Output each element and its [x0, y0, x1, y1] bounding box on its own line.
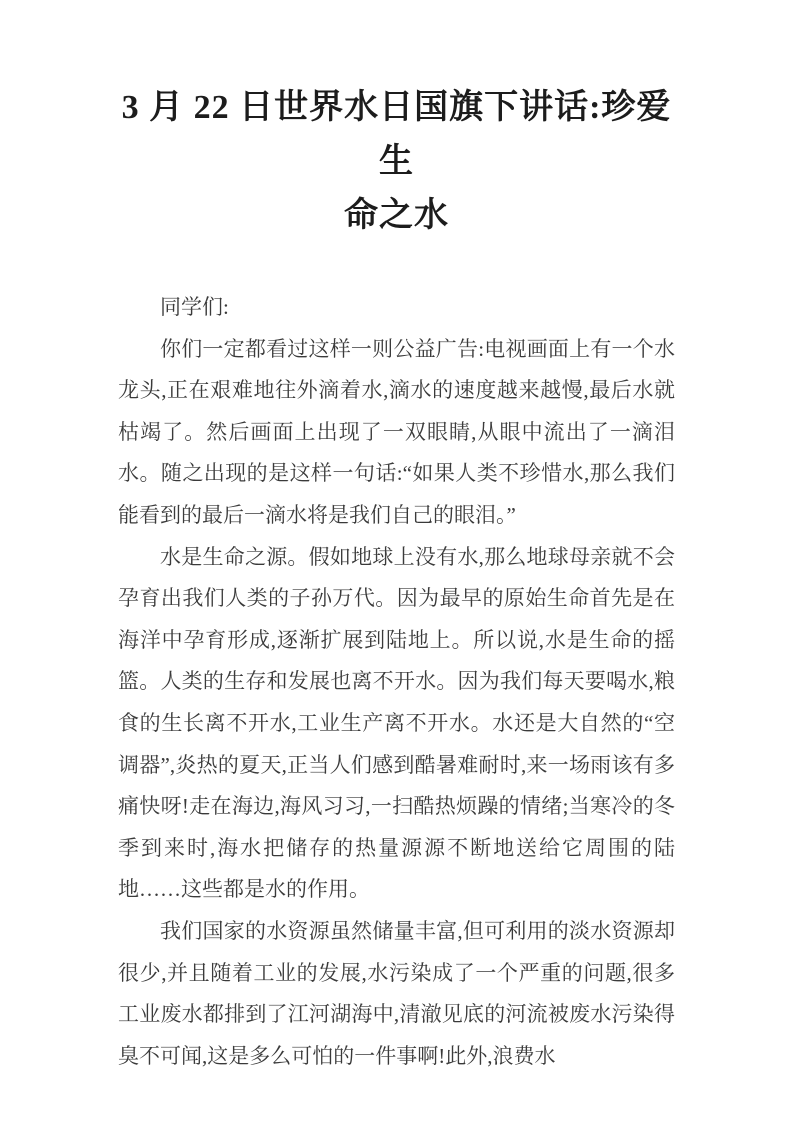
document-title-line-2: 命之水	[344, 197, 449, 234]
document-title	[118, 81, 675, 243]
document-body	[118, 287, 675, 1077]
body-paragraph: 水是生命之源。假如地球上没有水,那么地球母亲就不会孕育出我们人类的子孙万代。因为最早的原始生命首先是在海洋中孕育形成,逐渐扩展到陆地上。所以说,水是生命的摇篮。人类的生存和发展也离不开水。因为我们每天要喝水,粮食的生长离不开水,工业生产离不开水。水还是大自然的“空调器”,炎热的夏天,正当人们感到酷暑难耐时,来一场雨该有多痛快呀!走在海边,海风习习,一扫酷热烦躁的情绪;当寒冷的冬季到来时,海水把储存的热量源源不断地送给它周围的陆地……这些都是水的作用。	[118, 544, 675, 902]
body-paragraph: 我们国家的水资源虽然储量丰富,但可利用的淡水资源却很少,并且随着工业的发展,水污染成了一个严重的问题,很多工业废水都排到了江河湖海中,清澈见底的河流被废水污染得臭不可闻,这是多么可怕的一件事啊!此外,浪费水	[118, 918, 675, 1068]
body-paragraph: 你们一定都看过这样一则公益广告:电视画面上有一个水龙头,正在艰难地往外滴着水,滴水的速度越来越慢,最后水就枯竭了。然后画面上出现了一双眼睛,从眼中流出了一滴泪水。随之出现的是这样一句话:“如果人类不珍惜水,那么我们能看到的最后一滴水将是我们自己的眼泪。”	[118, 336, 675, 527]
greeting-paragraph: 同学们:	[160, 295, 229, 319]
document-title-line-1: 3 月 22 日世界水日国旗下讲话:珍爱生	[121, 89, 672, 180]
